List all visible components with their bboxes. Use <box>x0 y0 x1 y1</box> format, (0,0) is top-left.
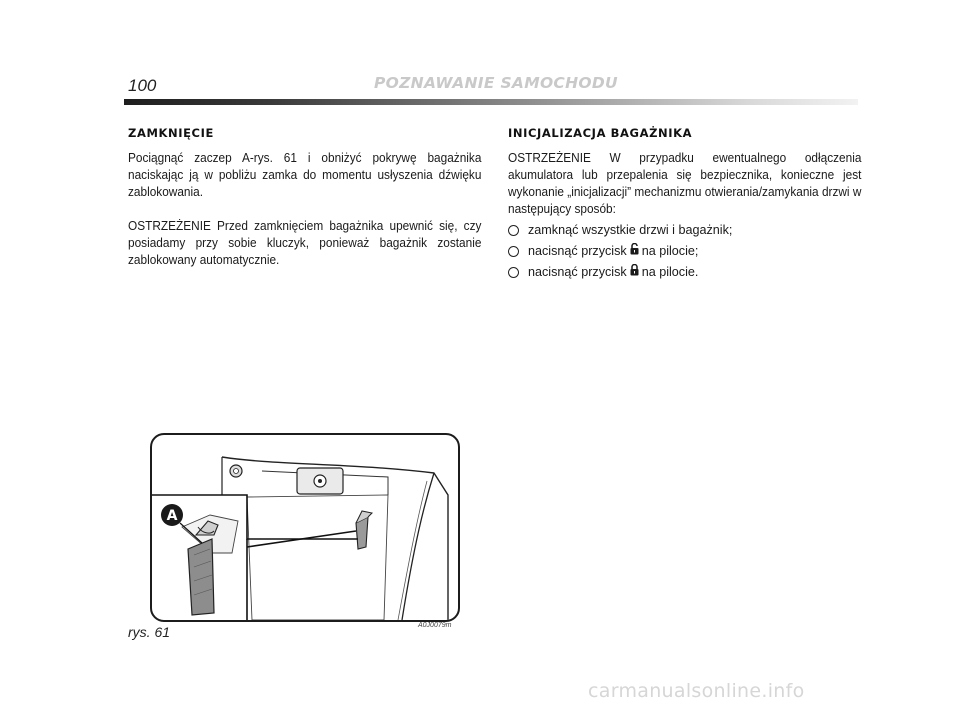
circle-bullet-icon <box>508 246 519 257</box>
lock-closed-icon <box>630 264 639 281</box>
right-column <box>508 126 862 285</box>
step-text: zamknąć wszystkie drzwi i bagażnik; <box>528 223 733 237</box>
step-text-after: na pilocie. <box>641 265 699 279</box>
step-text-before: nacisnąć przycisk <box>528 265 627 279</box>
running-title: POZNAWANIE SAMOCHODU <box>374 74 618 92</box>
section-heading-initialization: INICJALIZACJA BAGAŻNIKA <box>508 126 693 140</box>
circle-bullet-icon <box>508 267 519 278</box>
trunk-lid-illustration <box>150 433 460 622</box>
circle-bullet-icon <box>508 225 519 236</box>
callout-label: A <box>166 508 178 524</box>
figure-caption: rys. 61 <box>128 624 171 640</box>
closing-instructions: Pociągnąć zaczep A-rys. 61 i obniżyć pokrywę bagażnika naciskając ją w pobliżu zamka do momentu usłyszenia dźwięku zablokowania. <box>128 151 482 199</box>
header-rule <box>124 99 858 105</box>
list-item <box>508 264 862 281</box>
list-item <box>508 243 862 260</box>
step-text-before: nacisnąć przycisk <box>528 244 627 258</box>
figure-code: A0J0079m <box>418 622 452 629</box>
watermark: carmanualsonline.info <box>588 680 805 702</box>
initialization-warning: OSTRZEŻENIE W przypadku ewentualnego odłączenia akumulatora lub przepalenia się bezpiecznika, konieczne jest wykonanie „inicjalizacji” mechanizmu otwierania/zamykania drzwi w następujący sposób: <box>508 151 862 216</box>
left-column <box>128 126 482 286</box>
section-heading-closing: ZAMKNIĘCIE <box>128 126 214 140</box>
page-number: 100 <box>128 76 157 95</box>
step-text-after: na pilocie; <box>641 244 699 258</box>
list-item <box>508 222 862 239</box>
closing-warning: OSTRZEŻENIE Przed zamknięciem bagażnika upewnić się, czy posiadamy przy sobie kluczyk, ponieważ bagażnik zostanie zablokowany automatycznie. <box>128 219 482 267</box>
lock-open-icon <box>630 243 639 260</box>
initialization-steps <box>508 222 862 281</box>
